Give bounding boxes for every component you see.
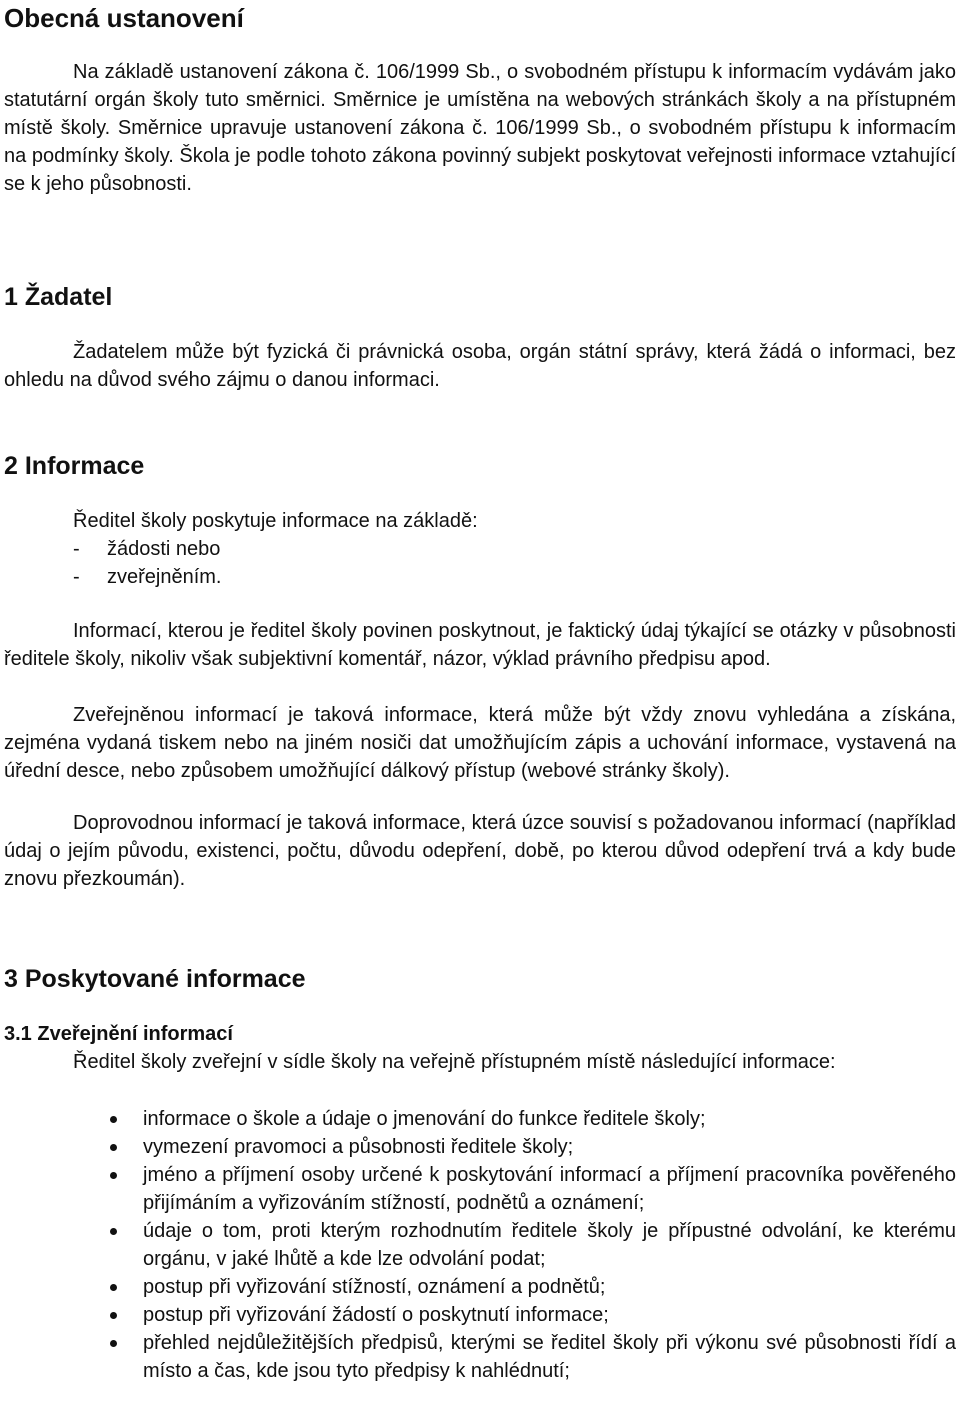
intro-paragraph: Na základě ustanovení zákona č. 106/1999 Sb., o svobodném přístupu k informacím vydávám jako statutární orgán školy tuto směrnici. Směrnice je umístěna na webových stránkách školy a na přístupném místě školy. Směrnice upravuje ustanovení zákona č. 106/1999 Sb., o svobodném přístupu k informacím na podmínky školy. Škola je podle tohoto zákona povinný subjekt poskytovat veřejnosti informace vztahující se k jeho působnosti.	[4, 61, 956, 195]
list-item	[4, 1161, 956, 1217]
section-3-heading: 3 Poskytované informace	[4, 965, 306, 993]
list-item: - žádosti nebo	[73, 535, 956, 563]
list-item-text: postup při vyřizování žádostí o poskytnutí informace;	[143, 1304, 609, 1326]
bullet-icon	[110, 1312, 117, 1319]
section-2-para-2: Zveřejněnou informací je taková informace, která může být vždy znovu vyhledána a získána, zejména vydaná tiskem nebo na jiném nosiči dat umožňujícím zápis a uchování informace, vystavená na úřední desce, nebo způsobem umožňující dálkový přístup (webové stránky školy).	[4, 704, 956, 782]
section-2-para-3: Doprovodnou informací je taková informace, která úzce souvisí s požadovanou informací (například údaj o jejím původu, existenci, počtu, důvodu odepření, době, po kterou důvod odepření trvá a kdy bude znovu přezkoumán).	[4, 812, 956, 890]
bullet-icon	[110, 1340, 117, 1347]
list-item-text: údaje o tom, proti kterým rozhodnutím ředitele školy je přípustné odvolání, ke kterému orgánu, v jaké lhůtě a kde lze odvolání podat;	[143, 1220, 956, 1270]
list-item-text: přehled nejdůležitějších předpisů, kterými se ředitel školy při výkonu své působnosti řídí a místo a čas, kde jsou tyto předpisy k nahlédnutí;	[143, 1332, 956, 1382]
section-2-heading: 2 Informace	[4, 452, 145, 480]
list-item-text: informace o škole a údaje o jmenování do funkce ředitele školy;	[143, 1108, 706, 1130]
section-3-bullet-list	[4, 1105, 956, 1385]
section-2-lead-block	[4, 507, 956, 591]
bullet-icon	[110, 1284, 117, 1291]
list-item	[4, 1105, 956, 1133]
section-3-1-heading: 3.1 Zveřejnění informací	[4, 1023, 233, 1045]
bullet-icon	[110, 1172, 117, 1179]
section-2-lead: Ředitel školy poskytuje informace na základě:	[73, 510, 478, 532]
list-item	[4, 1329, 956, 1385]
list-item-text: jméno a příjmení osoby určené k poskytování informací a příjmení pracovníka pověřeného přijímáním a vyřizováním stížností, podnětů a oznámení;	[143, 1164, 956, 1214]
bullet-icon	[110, 1144, 117, 1151]
section-2-para-1: Informací, kterou je ředitel školy povinen poskytnout, je faktický údaj týkající se otázky v působnosti ředitele školy, nikoliv však subjektivní komentář, názor, výklad právního předpisu apod.	[4, 620, 956, 670]
section-2-dash-list	[4, 535, 956, 591]
list-item-text: vymezení pravomoci a působnosti ředitele školy;	[143, 1136, 574, 1158]
list-item	[4, 1301, 956, 1329]
bullet-icon	[110, 1116, 117, 1123]
section-3-lead: Ředitel školy zveřejní v sídle školy na veřejně přístupném místě následující informace:	[73, 1051, 836, 1073]
list-item	[4, 1217, 956, 1273]
page-title: Obecná ustanovení	[4, 3, 244, 33]
list-item	[4, 1273, 956, 1301]
list-item-text: postup při vyřizování stížností, oznámení a podnětů;	[143, 1276, 606, 1298]
bullet-icon	[110, 1228, 117, 1235]
list-item	[4, 1133, 956, 1161]
section-1-heading: 1 Žadatel	[4, 283, 113, 311]
list-item: - zveřejněním.	[73, 563, 956, 591]
section-1-text: Žadatelem může být fyzická či právnická osoba, orgán státní správy, která žádá o informaci, bez ohledu na důvod svého zájmu o danou informaci.	[4, 341, 956, 391]
